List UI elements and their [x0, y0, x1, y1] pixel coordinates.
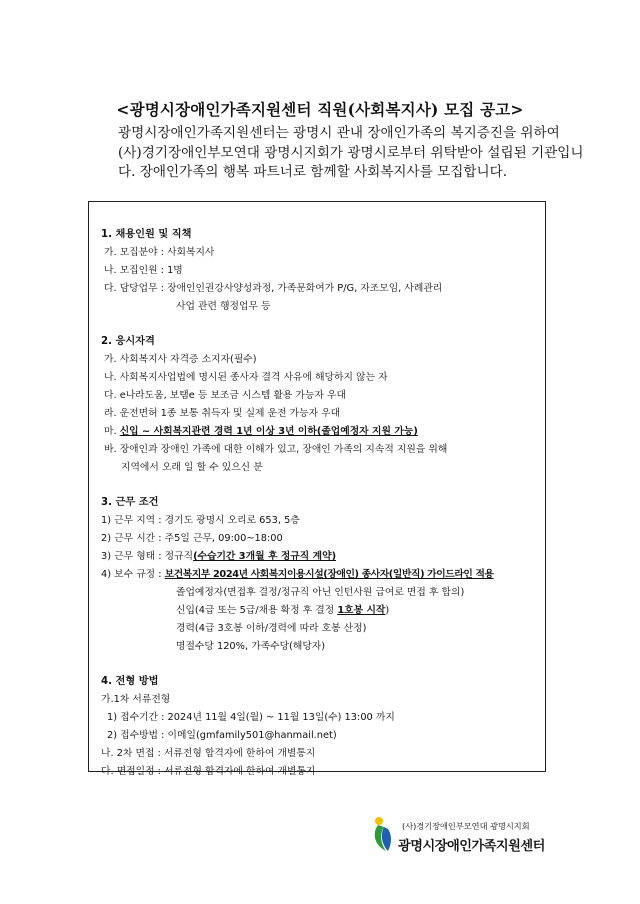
condition-suffix: ): [385, 605, 390, 616]
condition-item-cont: 경력(4급 3호봉 이하/경력에 따라 호봉 산정): [176, 623, 367, 634]
qualification-item: 다. e나라도움, 보탬e 등 보조금 시스템 활용 가능자 우대: [104, 390, 346, 401]
condition-item-cont: [101, 602, 537, 620]
section-title-recruitment: 1. 채용인원 및 직책: [101, 229, 192, 240]
recruit-field: 가. 모집분야 : 사회복지사: [104, 247, 215, 258]
recruit-duties-cont: 사업 관련 행정업무 등: [176, 301, 271, 312]
section-title-selection: 4. 전형 방법: [101, 676, 159, 687]
condition-prefix: 3) 근무 형태 : 정규직: [101, 551, 194, 562]
qualification-item: 나. 사회복지사업법에 명시된 종사자 결격 사유에 해당하지 않는 자: [104, 372, 388, 383]
section-title-conditions: 3. 근무 조건: [101, 497, 159, 508]
selection-item: 가.1차 서류전형: [101, 694, 171, 705]
selection-item: 다. 면접일정 : 서류전형 합격자에 한하여 개별통지: [101, 766, 316, 777]
notice-content: [101, 226, 537, 781]
intro-paragraph: [118, 124, 584, 183]
recruit-duties: 다. 담당업무 : 장애인인권강사양성과정, 가족문화여가 P/G, 자조모임, 사례관리: [104, 283, 443, 294]
selection-subitem: 1) 접수기간 : 2024년 11월 4일(월) ~ 11월 13일(수) 13:00 까지: [107, 712, 395, 723]
condition-highlight: 보건복지부 2024년 사회복지이용시설(장애인) 종사자(일반직) 가이드라인 적용: [164, 569, 494, 580]
condition-prefix: 4) 보수 규정 :: [101, 569, 165, 580]
condition-item: 2) 근무 시간 : 주5일 근무, 09:00~18:00: [101, 533, 283, 544]
selection-item: 나. 2차 면접 : 서류전형 합격자에 한하여 개별통지: [101, 748, 316, 759]
condition-prefix: 신입(4급 또는 5급/채용 확정 후 결정: [176, 605, 338, 616]
notice-box: [88, 201, 546, 777]
logo-subtitle: (사)경기장애인부모연대 광명시지회: [402, 821, 530, 831]
qualification-prefix: 마.: [104, 426, 120, 437]
qualification-item: 라. 운전면허 1종 보통 취득자 및 실제 운전 가능자 우대: [104, 408, 341, 419]
recruit-count: 나. 모집인원 : 1명: [104, 265, 183, 276]
condition-highlight: (수습기간 3개월 후 정규직 계약): [193, 551, 337, 562]
qualification-item: [101, 423, 537, 441]
condition-highlight: 1호봉 시작: [337, 605, 386, 616]
center-logo: [368, 815, 558, 857]
condition-item: [101, 548, 537, 566]
selection-subitem: 2) 접수방법 : 이메일(gmfamily501@hanmail.net): [107, 730, 337, 741]
intro-line: 광명시장애인가족지원센터는 광명시 관내 장애인가족의 복지증진을 위하여: [118, 125, 560, 141]
condition-item-cont: 명절수당 120%, 가족수당(해당자): [176, 641, 326, 652]
qualification-highlight: 신입 ~ 사회복지관련 경력 1년 이상 3년 이하(졸업예정자 지원 가능): [119, 426, 418, 437]
page-title: <광명시장애인가족지원센터 직원(사회복지사) 모집 공고>: [116, 100, 524, 119]
qualification-item: 바. 장애인과 장애인 가족에 대한 이해가 있고, 장애인 가족의 지속적 지원을 위해: [104, 444, 448, 455]
intro-line: 다. 장애인가족의 행복 파트너로 함께할 사회복지사를 모집합니다.: [118, 164, 508, 180]
qualification-item-cont: 지역에서 오래 일 할 수 있으신 분: [121, 462, 263, 473]
condition-item: 1) 근무 지역 : 경기도 광명시 오리로 653, 5층: [101, 515, 300, 526]
qualification-item: 가. 사회복지사 자격증 소지자(필수): [104, 354, 257, 365]
section-title-qualification: 2. 응시자격: [101, 336, 155, 347]
logo-name: 광명시장애인가족지원센터: [398, 839, 545, 854]
condition-item: [101, 566, 537, 584]
condition-item-cont: 졸업예정자(면접후 결정/정규직 아닌 인턴사원 급여로 면접 후 합의): [176, 587, 465, 598]
intro-line: (사)경기장애인부모연대 광명시지회가 광명시로부터 위탁받아 설립된 기관입니: [118, 144, 584, 161]
